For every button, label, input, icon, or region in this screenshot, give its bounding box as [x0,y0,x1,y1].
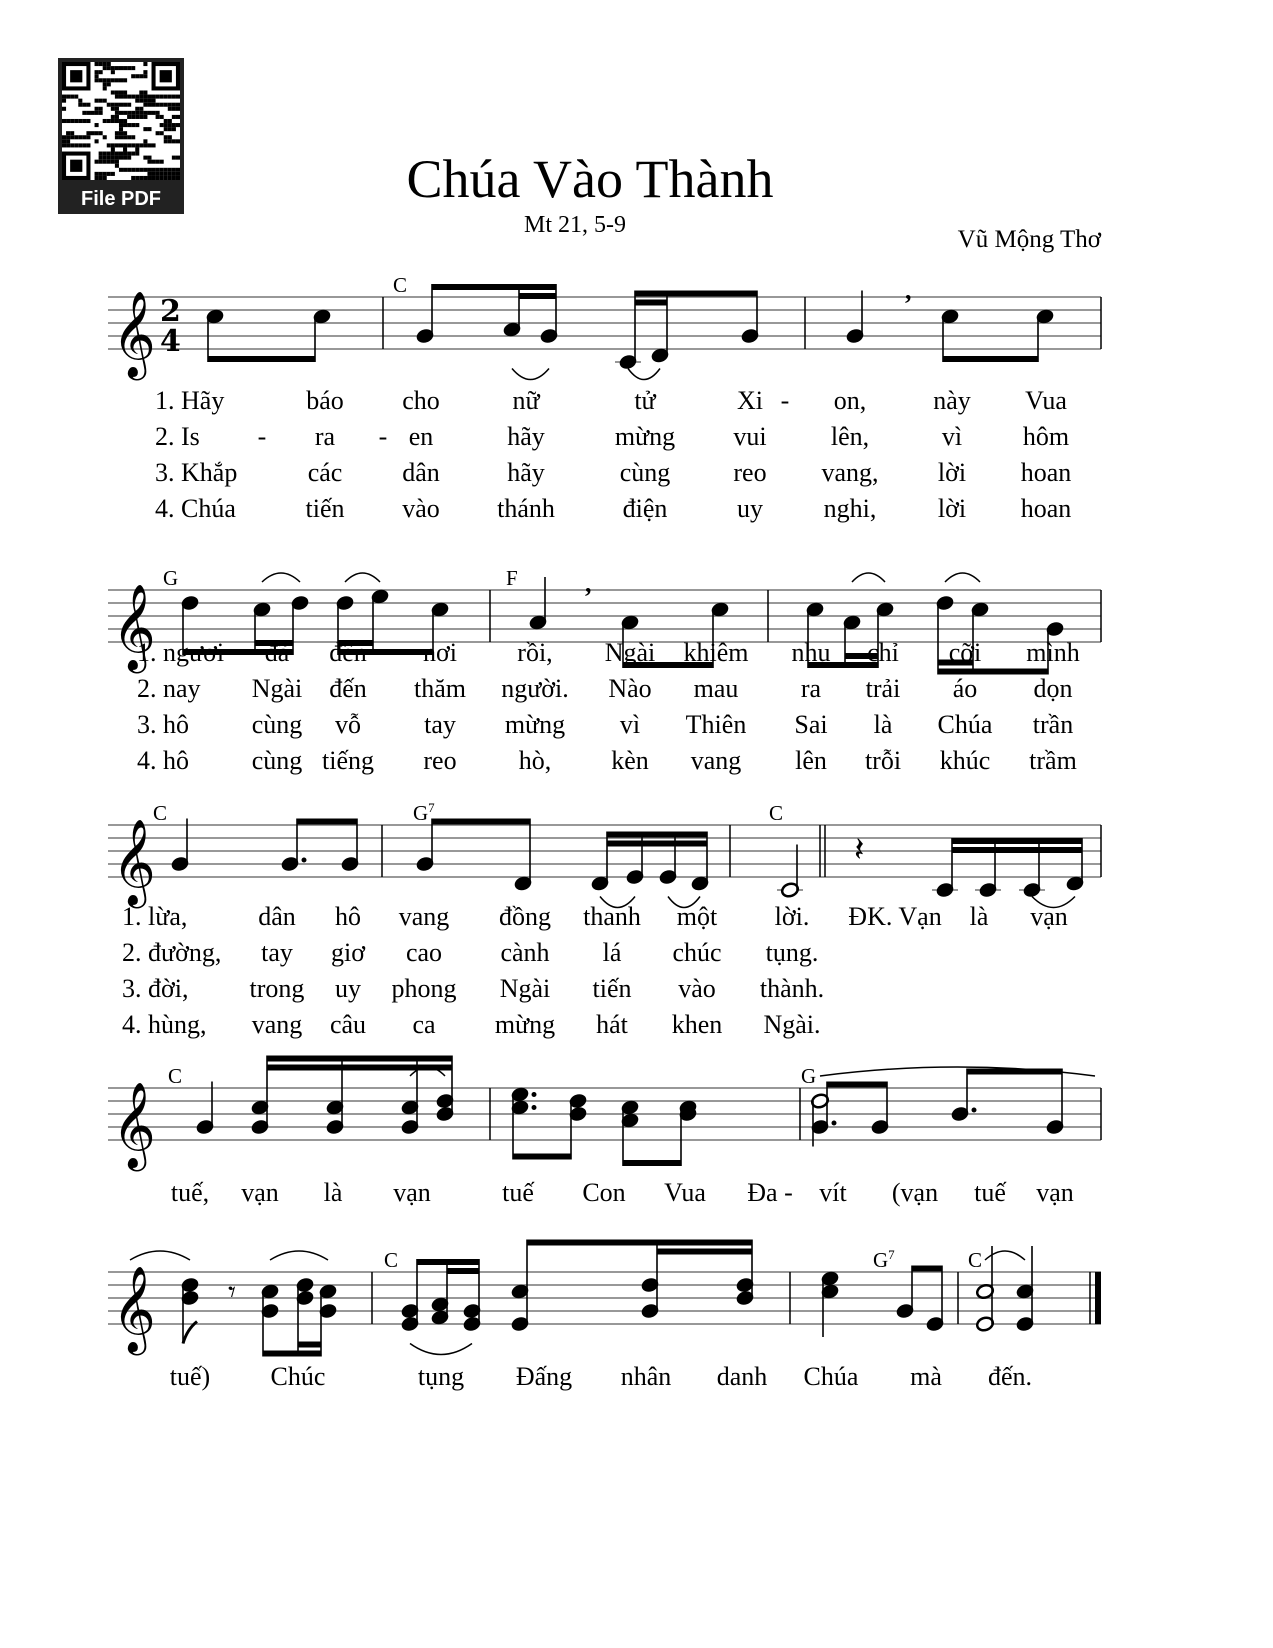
lyric-syllable: - [780,386,790,415]
lyric-syllable: trải [865,674,901,703]
beam [827,1082,887,1088]
chord-symbol [506,565,518,591]
lyric-syllable: Vua [1025,386,1067,415]
lyric-syllable: đã [264,638,290,667]
beam [417,1259,479,1265]
slur [985,1251,1025,1260]
lyric-syllable: lên, [830,422,870,451]
lyric-syllable: vít [819,1178,847,1207]
chord-symbol [769,800,783,826]
chord-name: F [506,566,518,590]
lyric-syllable: Thiên [685,710,747,739]
eighth-rest-icon: 𝄾 [228,1275,236,1310]
lyric-syllable: (vạn [891,1178,939,1207]
lyric-syllable: là [873,710,893,739]
lyric-syllable: mình [1026,638,1080,667]
lyric-syllable: cỡi [948,638,982,667]
lyric-syllable: nghi, [823,494,877,523]
chord-symbol [413,800,435,826]
chord-symbol [873,1247,895,1273]
lyric-syllable: chỉ [867,638,899,667]
lyric-syllable: trầm [1029,746,1077,775]
chord-extension: 7 [428,800,435,815]
lyric-syllable: Ngài [251,674,303,703]
lyric-syllable: hò, [518,746,552,775]
lyric-syllable: vang, [821,458,879,487]
slur [345,573,380,582]
beam [635,291,757,297]
lyric-syllable: trong [249,974,305,1003]
final-barline [1095,1272,1101,1324]
lyric-syllable: vang [251,1010,303,1039]
treble-clef-icon: 𝄞 [112,1082,156,1168]
lyric-syllable: lên [795,746,827,775]
lyric-syllable: vì [941,422,963,451]
lyric-syllable: Sai [794,710,828,739]
beam [267,1065,342,1071]
lyric-syllable: uy [335,974,361,1003]
lyric-syllable: on, [833,386,867,415]
chord-name: G [873,1248,889,1272]
slur [130,1251,190,1260]
lyric-syllable: mừng [494,1010,556,1039]
lyric-syllable: tuế) [169,1362,211,1391]
slur [628,369,660,380]
lyric-syllable: vang [690,746,742,775]
lyric-syllable: reo [423,746,457,775]
lyric-syllable: báo [306,386,344,415]
lyric-syllable: mừng [614,422,676,451]
lyric-syllable: hát [596,1010,628,1039]
beam [432,819,530,825]
lyric-syllable: vui [733,422,767,451]
beam [263,1351,321,1357]
lyric-syllable: cùng [619,458,671,487]
lyric-syllable: vạn [1030,902,1068,931]
dot [972,1108,977,1113]
lyric-syllable: áo [952,674,978,703]
chord-symbol [968,1247,982,1273]
lyric-syllable: vào [402,494,440,523]
lyric-syllable: nhân [620,1362,672,1391]
lyric-syllable: 1. Hãy [155,386,225,415]
slur [270,1251,328,1260]
lyric-syllable: người. [501,674,569,703]
lyric-syllable: vang [398,902,450,931]
lyric-syllable: cho [402,386,440,415]
beam [642,841,675,847]
slur [410,1344,472,1355]
quarter-rest-icon: 𝄽 [854,830,865,870]
beam [952,847,995,853]
chord-name: C [393,273,408,297]
pdf-badge-label: File PDF [80,188,161,210]
lyric-syllable: thánh [497,494,555,523]
staff-system-3 [108,819,1101,910]
lyric-syllable: danh [716,1362,768,1391]
beam [675,841,707,847]
lyric-syllable: tay [261,938,293,967]
lyric-syllable: lời. [774,902,810,931]
lyric-syllable: Ngài. [763,1010,821,1039]
lyric-syllable: vạn [393,1178,431,1207]
chord-name: C [384,1248,399,1272]
lyric-syllable: dọn [1033,674,1073,703]
lyric-syllable: chúc [672,938,722,967]
lyric-syllable: đồng [499,902,551,931]
slur [262,573,300,582]
lyric-syllable: 2. Is [155,422,200,451]
time-signature-top: 2 [160,294,181,329]
lyric-syllable: Nào [608,674,652,703]
lyric-syllable: cùng [251,746,303,775]
beam [447,1268,479,1274]
lyric-syllable: thanh [583,902,641,931]
lyric-syllable: tụng [417,1362,465,1391]
chord-symbol [168,1063,182,1089]
lyric-syllable: dân [258,902,296,931]
beam [519,293,556,299]
lyric-syllable: Ngài [604,638,656,667]
lyric-syllable: đến [329,638,367,667]
lyric-syllable: mừng [504,710,566,739]
staff-system-5 [108,1240,1101,1357]
lyric-syllable: nhu [791,638,831,667]
lyric-syllable: tiến [592,974,632,1003]
lyric-syllable: tuế [974,1178,1006,1207]
slur [945,573,980,582]
lyric-syllable: vạn [1036,1178,1074,1207]
lyric-syllable: ra [314,422,336,451]
dot [532,1092,537,1097]
lyric-syllable: nữ [512,386,540,415]
chord-name: G [413,801,429,825]
composer-name: Vũ Mộng Thơ [957,226,1101,253]
lyric-syllable: vạn [241,1178,279,1207]
lyric-syllable: 2. đường, [122,938,222,967]
chord-symbol [153,800,167,826]
lyric-syllable: là [969,902,989,931]
lyric-syllable: rồi, [517,638,553,667]
chord-name: C [168,1064,183,1088]
lyric-syllable: khúc [939,746,991,775]
lyric-syllable: hãy [507,422,545,451]
lyric-syllable: này [933,386,971,415]
lyric-syllable: ra [800,674,822,703]
lyric-syllable: 3. hô [137,710,189,739]
lyric-syllable: tiến [305,494,345,523]
dot [532,1105,537,1110]
chord-symbol [163,565,178,591]
lyric-syllable: tử [634,386,656,415]
lyric-syllable: ĐK. Vạn [848,902,942,931]
lyric-syllable: cao [405,938,443,967]
lyric-syllable: Ngài [499,974,551,1003]
lyric-syllable: tiếng [322,746,374,775]
lyric-syllable: tụng. [765,938,819,967]
slur [820,1067,1095,1076]
lyric-syllable: lá [602,938,622,967]
lyric-syllable: ca [412,1010,436,1039]
lyric-syllable: tay [424,710,456,739]
lyric-syllable: 4. hùng, [122,1010,207,1039]
lyric-syllable: 2. nay [137,674,201,703]
lyric-syllable: 3. đời, [122,974,189,1003]
lyric-syllable: dân [402,458,440,487]
beam [623,1160,681,1166]
lyric-syllable: hãy [507,458,545,487]
slur [852,573,885,582]
chord-name: C [153,801,168,825]
lyric-syllable: vào [678,974,716,1003]
staff-system-4 [108,1056,1101,1173]
chord-name: G [801,1064,817,1088]
beam [607,841,642,847]
chord-extension: 7 [888,1247,895,1262]
beam [952,838,1082,844]
lyric-syllable: 1. ngươi [137,638,225,667]
beam [267,1056,452,1062]
lyric-syllable: phong [391,974,457,1003]
lyric-syllable: đến. [987,1362,1033,1391]
lyric-syllable: các [307,458,343,487]
beam [297,819,357,825]
lyric-syllable: 4. hô [137,746,189,775]
lyric-syllable: Đấng [515,1362,573,1391]
treble-clef-icon: 𝄞 [112,291,156,377]
lyric-syllable: hoan [1020,494,1072,523]
lyric-syllable: Chúa [803,1362,859,1391]
lyric-syllable: mà [910,1362,942,1391]
lyric-syllable: giơ [331,938,365,967]
chord-name: G [163,566,179,590]
lyric-syllable: thăm [414,674,466,703]
beam [342,1065,417,1071]
lyric-syllable: uy [737,494,763,523]
lyric-syllable: Đa - [747,1178,793,1207]
beam [432,284,556,290]
beam [1039,847,1082,853]
lyric-syllable: đến [329,674,367,703]
beam [513,1154,571,1160]
lyric-syllable: cùng [251,710,303,739]
scripture-reference: Mt 21, 5-9 [524,212,626,238]
lyric-syllable: trỗi [864,746,902,775]
note-flag [183,1322,197,1344]
lyric-syllable: 3. Khắp [155,458,238,487]
lyric-syllable: điện [622,494,668,523]
lyric-syllable: khiêm [683,638,749,667]
lyric-syllable: Chúc [270,1362,326,1391]
lyric-syllable: vì [619,710,641,739]
lyric-syllable: en [408,422,434,451]
song-title: Chúa Vào Thành [406,149,774,209]
dot [832,1121,837,1126]
beam [527,1240,752,1246]
chord-symbol [393,272,407,298]
breath-mark-icon: , [585,569,592,598]
lyric-syllable: reo [733,458,767,487]
lyric-syllable: vỗ [335,710,361,739]
treble-clef-icon: 𝄞 [112,584,156,670]
breath-mark-icon: , [905,276,912,305]
lyric-syllable: Xi [737,386,763,415]
chord-symbol [384,1247,398,1273]
lyric-syllable: - [378,422,388,451]
dot [302,858,307,863]
lyric-syllable: tuế, [170,1178,210,1207]
lyric-syllable: mau [693,674,739,703]
slur [512,369,549,380]
lyric-syllable: trần [1032,710,1074,739]
lyric-syllable: hôm [1022,422,1070,451]
lyric-syllable: Chúa [937,710,993,739]
lyric-syllable: hoan [1020,458,1072,487]
beam [208,356,315,362]
lyric-syllable: - [257,422,267,451]
lyric-syllable: 4. Chúa [155,494,236,523]
treble-clef-icon: 𝄞 [112,819,156,905]
lyric-syllable: Vua [664,1178,706,1207]
beam [943,356,1038,362]
time-signature-bottom: 4 [160,324,181,359]
lyric-syllable: hô [335,902,361,931]
lyric-syllable: tuế [502,1178,534,1207]
chord-symbol [801,1063,816,1089]
beam [607,832,707,838]
lyric-syllable: nơi [423,638,457,667]
beam [995,847,1039,853]
treble-clef-icon: 𝄞 [112,1266,156,1352]
lyric-syllable: một [676,902,718,931]
beam [298,1342,321,1348]
staff-system-1 [108,276,1101,381]
beam [912,1266,942,1272]
lyric-syllable: khen [671,1010,723,1039]
lyric-syllable: Con [582,1178,626,1207]
lyric-syllable: 1. lừa, [122,902,188,931]
lyric-syllable: là [323,1178,343,1207]
lyric-syllable: câu [329,1010,367,1039]
beam [635,300,667,306]
lyric-syllable: lời [937,458,967,487]
lyric-syllable: thành. [759,974,825,1003]
lyric-syllable: kèn [611,746,649,775]
lyric-syllable: cành [500,938,550,967]
chord-name: C [968,1248,983,1272]
chord-name: C [769,801,784,825]
beam [657,1249,752,1255]
lyric-syllable: lời [937,494,967,523]
